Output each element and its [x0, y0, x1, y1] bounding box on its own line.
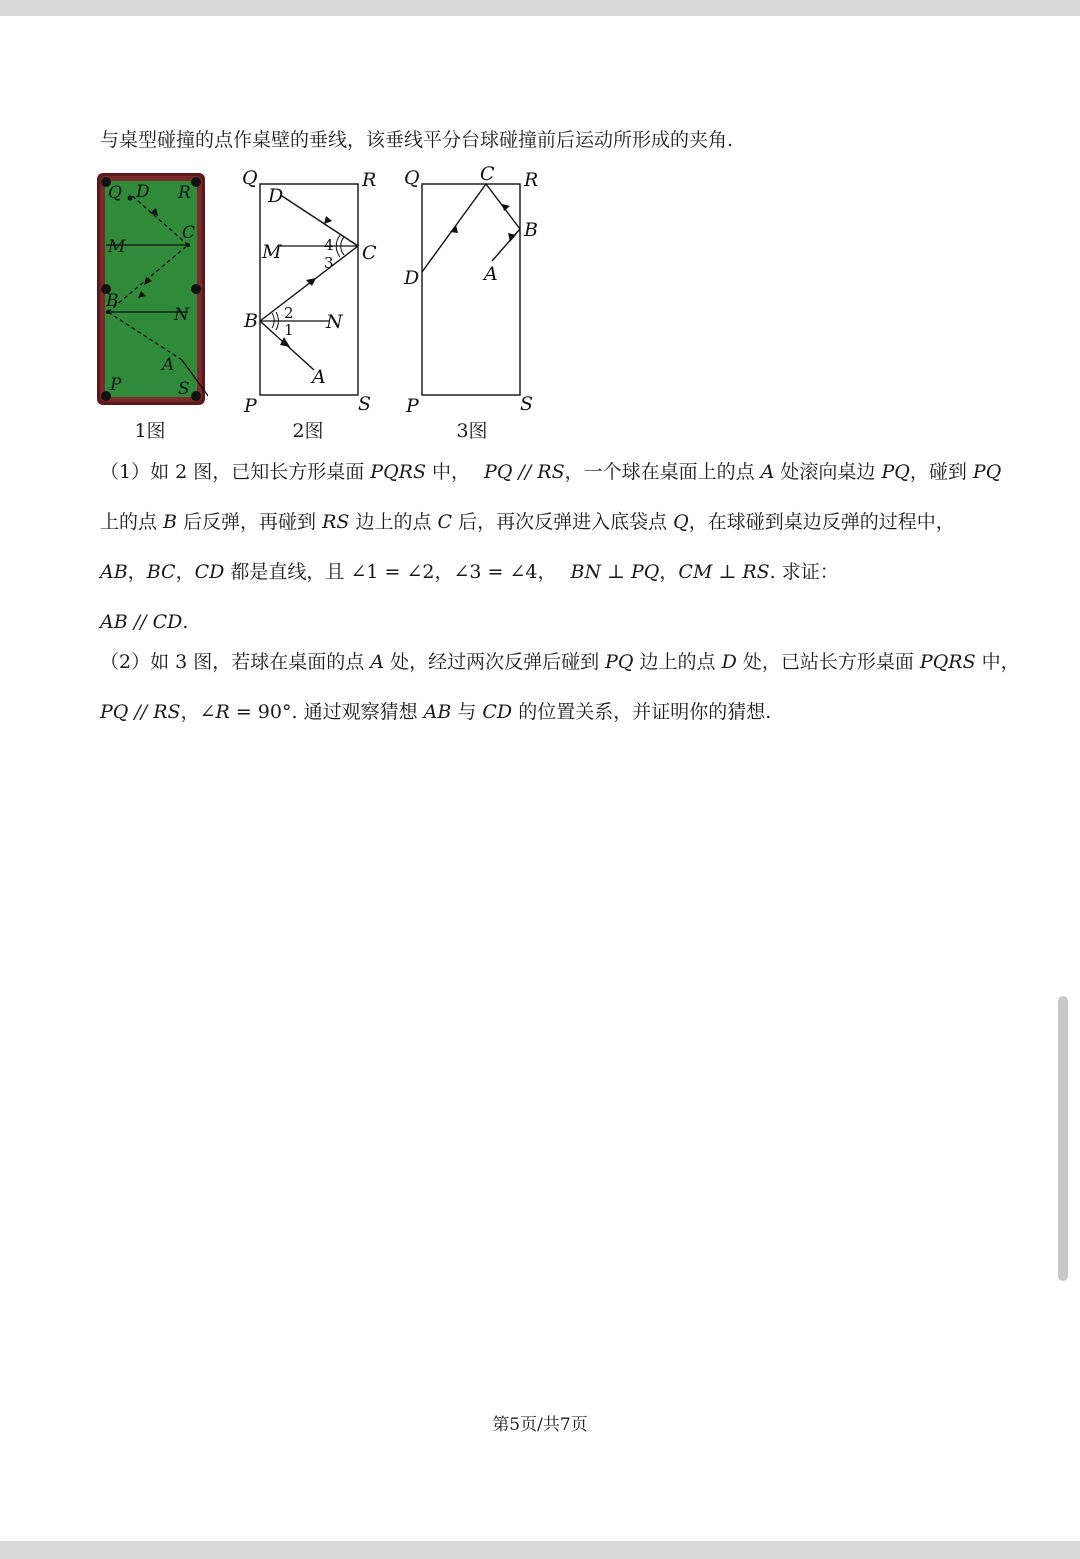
fig1-label-b: B — [106, 291, 119, 311]
fig1-label-a: A — [162, 355, 175, 375]
fig2-label-r: R — [362, 169, 377, 191]
fig3-label-c: C — [480, 163, 495, 185]
fig3-label-q: Q — [404, 167, 420, 189]
fig3-label-b: B — [524, 219, 538, 241]
pocket-s — [191, 391, 201, 401]
problem-1-line-4: AB // CD. — [100, 611, 189, 633]
fig2-label-d: D — [268, 185, 284, 207]
fig3-label-s: S — [520, 393, 534, 415]
bottom-bar — [0, 1541, 1080, 1559]
fig1-label-r: R — [178, 183, 191, 203]
fig3-label-d: D — [404, 267, 420, 289]
fig3-label-a: A — [484, 263, 498, 285]
fig2-angle-3: 3 — [324, 254, 334, 272]
page-number: 第5页/共7页 — [492, 1415, 588, 1435]
scrollbar-thumb[interactable] — [1058, 996, 1068, 1281]
fig1-label-d: D — [136, 182, 150, 202]
table-felt — [105, 181, 197, 397]
intro-text: 与桌型碰撞的点作桌壁的垂线，该垂线平分台球碰撞前后运动所形成的夹角. — [100, 129, 734, 151]
fig2-label-s: S — [358, 393, 372, 415]
fig2-label-p: P — [244, 395, 257, 417]
figure-3-caption: 3图 — [456, 420, 488, 442]
fig2-angle-2: 2 — [284, 304, 294, 322]
problem-2-line-1: （2）如 3 图，若球在桌面的点 A 处，经过两次反弹后碰到 PQ 边上的点 D 处，已站长方形桌面 PQRS 中， — [100, 651, 1020, 673]
figure-2-diagram — [238, 162, 386, 420]
fig1-label-q: Q — [108, 183, 122, 203]
fig1-label-m: M — [108, 237, 126, 257]
fig2-label-c: C — [362, 242, 377, 264]
fig2-label-q: Q — [242, 167, 258, 189]
problem-1-line-1: （1）如 2 图，已知长方形桌面 PQRS 中， PQ // RS，一个球在桌面上的点 A 处滚向桌边 PQ，碰到 PQ — [100, 461, 1002, 483]
fig2-angle-4: 4 — [324, 236, 334, 254]
fig2-label-a: A — [312, 366, 326, 388]
fig1-label-n: N — [174, 305, 189, 325]
figure-1-billiard-table — [96, 172, 208, 408]
fig2-label-n: N — [326, 311, 343, 333]
fig2-label-b: B — [244, 310, 258, 332]
figure-3-diagram — [398, 162, 548, 420]
fig1-label-s: S — [178, 379, 190, 399]
figure-1-caption: 1图 — [134, 420, 166, 442]
fig1-label-p: P — [110, 375, 122, 395]
fig2-rectangle — [260, 184, 358, 395]
figure-2-caption: 2图 — [292, 420, 324, 442]
pocket-r — [191, 177, 201, 187]
pocket-right-mid — [191, 284, 201, 294]
problem-2-line-2: PQ // RS，∠R = 90°. 通过观察猜想 AB 与 CD 的位置关系，并证明你的猜想. — [100, 701, 772, 723]
fig1-label-c: C — [182, 223, 196, 243]
top-bar — [0, 0, 1080, 16]
fig3-label-r: R — [524, 169, 539, 191]
fig2-angle-1: 1 — [284, 321, 294, 339]
fig2-label-m: M — [262, 241, 282, 263]
fig3-rectangle — [422, 184, 520, 395]
problem-1-line-2: 上的点 B 后反弹，再碰到 RS 边上的点 C 后，再次反弹进入底袋点 Q，在球碰到桌边反弹的过程中， — [100, 511, 955, 533]
fig3-label-p: P — [406, 395, 419, 417]
problem-1-line-3: AB，BC，CD 都是直线，且 ∠1 = ∠2，∠3 = ∠4， BN ⊥ PQ，CM ⊥ RS. 求证： — [100, 561, 839, 583]
